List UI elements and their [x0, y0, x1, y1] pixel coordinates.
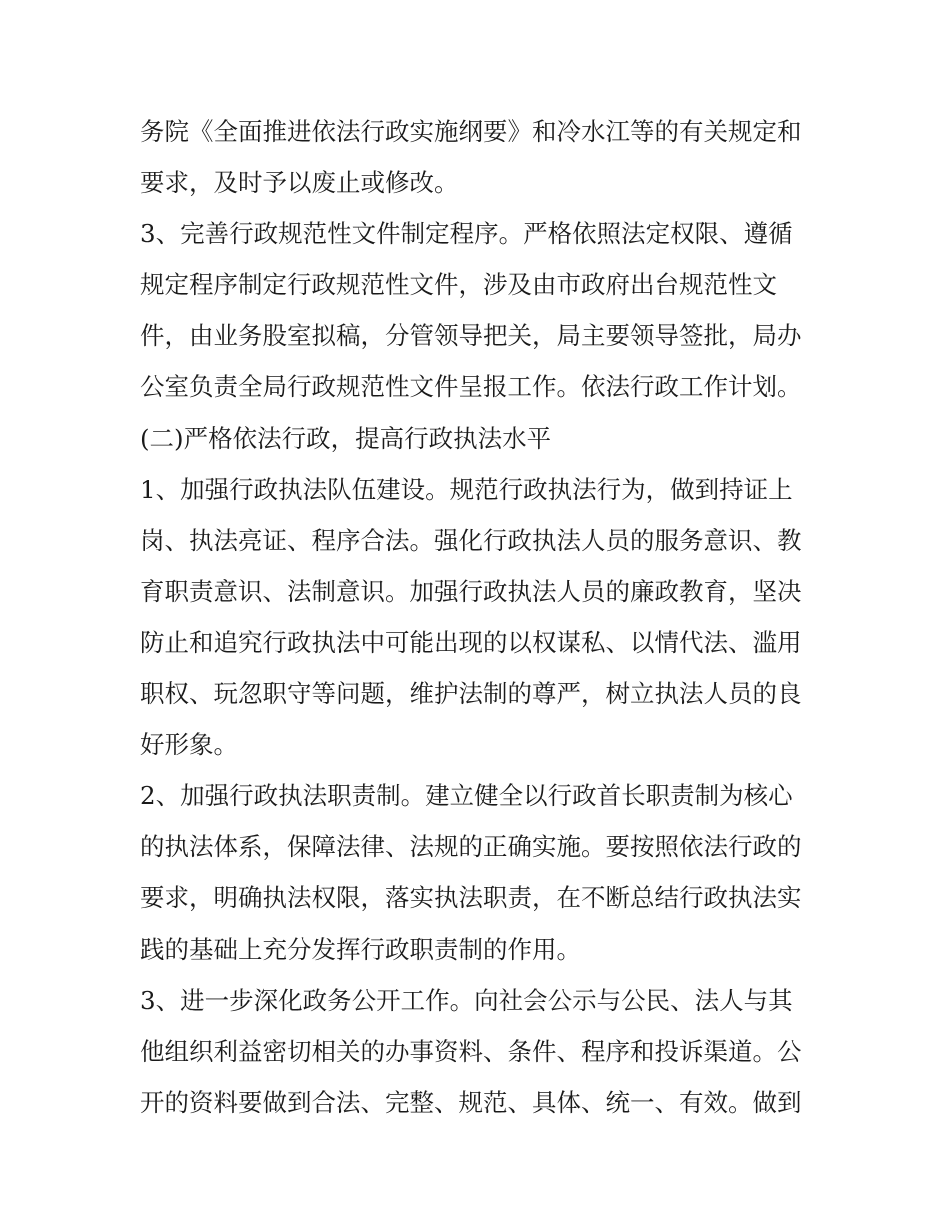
section-heading: (二)严格依法行政，提高行政执法水平: [140, 423, 552, 453]
paragraph-item-1-team: 1、加强行政执法队伍建设。规范行政执法行为，做到持证上 岗、执法亮证、程序合法。强化行政执法人员的服务意识、教 育职责意识、法制意识。加强行政执法人员的廉政教育，坚决 防止和追究行政执法中可能出现的以权谋私、以情代法、滥用 职权、玩忽职守等问题，维护法制的尊严，树立执法人员的良 好形象。: [140, 474, 802, 760]
document-body: [140, 106, 820, 1128]
paragraph-item-2-responsibility: 2、加强行政执法职责制。建立健全以行政首长职责制为核心 的执法体系，保障法律、法规的正确实施。要按照依法行政的 要求，明确执法权限，落实执法职责，在不断总结行政执法实 践的基础上充分发挥行政职责制的作用。: [140, 781, 802, 964]
paragraph-item-3-procedure: 3、完善行政规范性文件制定程序。严格依照法定权限、遵循 规定程序制定行政规范性文件，涉及由市政府出台规范性文 件，由业务股室拟稿，分管领导把关，局主要领导签批，局办 公室负责全局行政规范性文件呈报工作。依法行政工作计划。: [140, 219, 802, 402]
paragraph-continuation: 务院《全面推进依法行政实施纲要》和冷水江等的有关规定和 要求，及时予以废止或修改。: [140, 117, 802, 198]
paragraph-item-3-disclosure: 3、进一步深化政务公开工作。向社会公示与公民、法人与其 他组织利益密切相关的办事资料、条件、程序和投诉渠道。公 开的资料要做到合法、完整、规范、具体、统一、有效。做到: [140, 985, 802, 1117]
